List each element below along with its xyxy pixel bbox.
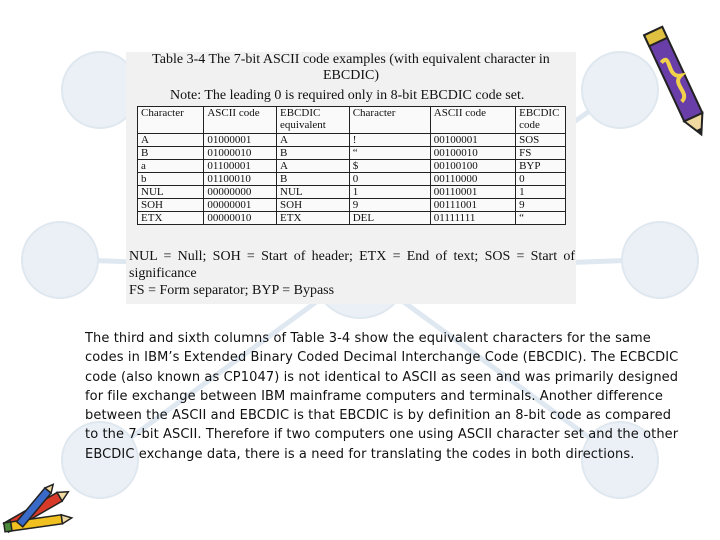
table-cell: 1 xyxy=(349,186,430,199)
table-row xyxy=(138,160,566,173)
table-cell: NUL xyxy=(138,186,204,199)
header-cell: EBCDIC code xyxy=(516,107,566,134)
table-cell: 00100010 xyxy=(430,147,515,160)
table-cell: 00110001 xyxy=(430,186,515,199)
table-row xyxy=(138,134,566,147)
table-note: Note: The leading 0 is required only in 8-bit EBCDIC code set. xyxy=(170,88,525,103)
table-cell: NUL xyxy=(277,186,350,199)
table-cell: 01100010 xyxy=(204,173,277,186)
table-cell: B xyxy=(277,173,350,186)
header-cell: ASCII code xyxy=(430,107,515,134)
table-row xyxy=(138,212,566,225)
table-title: Table 3-4 The 7-bit ASCII code examples (with equivalent character in EBCDIC) xyxy=(152,52,550,83)
table-cell: 01000001 xyxy=(204,134,277,147)
table-cell: ! xyxy=(349,134,430,147)
header-cell: ASCII code xyxy=(204,107,277,134)
table-header-row xyxy=(138,107,566,134)
table-cell: A xyxy=(138,134,204,147)
table-cell: “ xyxy=(349,147,430,160)
pencils-icon xyxy=(0,482,78,540)
table-row xyxy=(138,173,566,186)
header-cell: EBCDIC equivalent xyxy=(277,107,350,134)
table-cell: “ xyxy=(516,212,566,225)
legend-line: FS = Form separator; BYP = Bypass xyxy=(129,283,335,298)
table-cell: b xyxy=(138,173,204,186)
header-cell: Character xyxy=(349,107,430,134)
table-cell: SOH xyxy=(277,199,350,212)
table-cell: A xyxy=(277,134,350,147)
table-cell: ETX xyxy=(277,212,350,225)
table-cell: 0 xyxy=(516,173,566,186)
table-cell: 00000010 xyxy=(204,212,277,225)
table-cell: 01000010 xyxy=(204,147,277,160)
table-cell: A xyxy=(277,160,350,173)
table-cell: 00111001 xyxy=(430,199,515,212)
table-row xyxy=(138,199,566,212)
table-legend xyxy=(129,248,575,299)
table-cell: 00100001 xyxy=(430,134,515,147)
table-cell: 9 xyxy=(349,199,430,212)
table-cell: a xyxy=(138,160,204,173)
table-cell: B xyxy=(277,147,350,160)
table-row xyxy=(138,186,566,199)
table-cell: BYP xyxy=(516,160,566,173)
table-cell: $ xyxy=(349,160,430,173)
pencil-icon xyxy=(640,18,712,143)
legend-line: NUL = Null; SOH = Start of header; ETX = End of text; SOS = Start of significance xyxy=(129,249,575,281)
table-cell: B xyxy=(138,147,204,160)
table-cell: 0 xyxy=(349,173,430,186)
table-cell: 01111111 xyxy=(430,212,515,225)
body-paragraph: The third and sixth columns of Table 3-4 show the equivalent characters for the same codes in IBM’s Extended Binary Coded Decimal Interchange Code (EBCDIC). The ECBCDIC code (also known as CP1047) is not identical to ASCII as seen and was primarily designed for file exchange between IBM mainframe computers and terminals. Another difference between the ASCII and EBCDIC is that EBCDIC is by definition an 8-bit code as compared to the 7-bit ASCII. Therefore if two computers one using ASCII character set and the other EBCDIC exchange data, there is a need for translating the codes in both directions. xyxy=(85,331,679,462)
table-cell: 9 xyxy=(516,199,566,212)
table-cell: 00100100 xyxy=(430,160,515,173)
table-row xyxy=(138,147,566,160)
table-cell: 1 xyxy=(516,186,566,199)
table-cell: SOS xyxy=(516,134,566,147)
table-cell: 00000000 xyxy=(204,186,277,199)
header-cell: Character xyxy=(138,107,204,134)
table-cell: 01100001 xyxy=(204,160,277,173)
table-cell: SOH xyxy=(138,199,204,212)
table-cell: ETX xyxy=(138,212,204,225)
table-cell: FS xyxy=(516,147,566,160)
ascii-ebcdic-table xyxy=(137,106,566,225)
table-cell: DEL xyxy=(349,212,430,225)
table-cell: 00110000 xyxy=(430,173,515,186)
table-cell: 00000001 xyxy=(204,199,277,212)
